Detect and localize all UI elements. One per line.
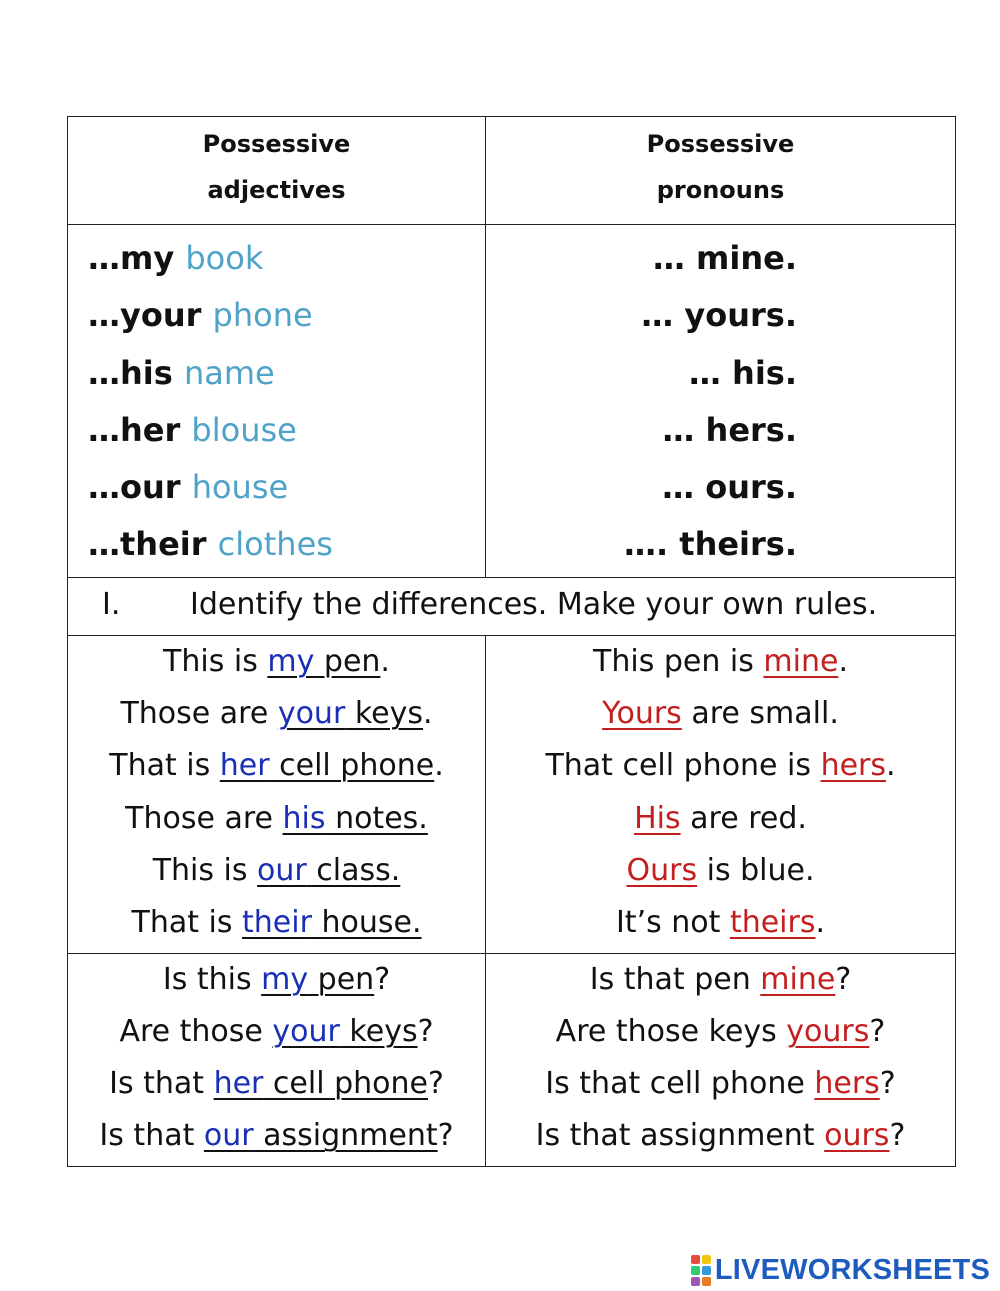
statements-row bbox=[68, 635, 956, 953]
statement-pronoun: His are red. bbox=[634, 800, 807, 836]
question-adjective: Is that her cell phone? bbox=[109, 1066, 444, 1102]
instruction-number: I. bbox=[102, 586, 121, 622]
pronoun-list bbox=[486, 225, 956, 578]
instruction-row bbox=[68, 577, 956, 635]
pronoun-item: … yours. bbox=[641, 296, 797, 335]
question-pronoun: Is that cell phone hers? bbox=[545, 1066, 896, 1102]
statement-pronoun: This pen is mine. bbox=[593, 643, 848, 679]
header-adjectives-line-2: adjectives bbox=[207, 176, 346, 204]
noun-word: house bbox=[191, 468, 289, 507]
statement-pronoun: That cell phone is hers. bbox=[545, 748, 896, 784]
question-adjective: Is that our assignment? bbox=[99, 1118, 454, 1154]
adjective-item bbox=[88, 462, 485, 519]
pronoun-item: … ours. bbox=[662, 468, 797, 507]
possessives-table bbox=[67, 116, 956, 1167]
header-pronouns-line-1: Possessive bbox=[646, 130, 795, 158]
logo-block bbox=[702, 1266, 711, 1275]
statement-pronoun: Yours are small. bbox=[602, 696, 839, 732]
statements-pronouns bbox=[486, 635, 956, 953]
logo-block bbox=[702, 1255, 711, 1264]
adjective-word: …her bbox=[88, 410, 181, 449]
statement-adjective: That is her cell phone. bbox=[109, 748, 444, 784]
adjective-word: …his bbox=[88, 353, 173, 392]
noun-word: clothes bbox=[217, 525, 333, 564]
adjective-item bbox=[88, 348, 485, 405]
statements-adjectives bbox=[68, 635, 486, 953]
noun-word: phone bbox=[212, 296, 313, 335]
pronoun-item: … mine. bbox=[652, 239, 797, 277]
noun-word: name bbox=[183, 353, 275, 392]
logo-block bbox=[691, 1255, 700, 1264]
question-pronoun: Are those keys yours? bbox=[555, 1013, 886, 1049]
statement-pronoun: Ours is blue. bbox=[626, 852, 815, 888]
pairs-row bbox=[68, 225, 956, 578]
statement-adjective: This is my pen. bbox=[163, 643, 390, 679]
liveworksheets-footer bbox=[691, 1254, 990, 1286]
instruction bbox=[68, 577, 956, 635]
questions-row bbox=[68, 953, 956, 1166]
logo-block bbox=[691, 1277, 700, 1286]
statement-adjective: Those are your keys. bbox=[120, 696, 433, 732]
noun-word: blouse bbox=[191, 410, 297, 449]
logo-block bbox=[691, 1266, 700, 1275]
pronoun-item: …. theirs. bbox=[623, 525, 797, 564]
statement-adjective: That is their house. bbox=[131, 905, 422, 941]
adjective-item bbox=[88, 233, 485, 290]
statement-pronoun: It’s not theirs. bbox=[615, 905, 826, 941]
questions-adjectives bbox=[68, 953, 486, 1166]
adjective-item bbox=[88, 519, 485, 576]
question-pronoun: Is that assignment ours? bbox=[535, 1118, 906, 1154]
brand-name: LIVEWORKSHEETS bbox=[714, 1253, 990, 1286]
pronoun-item: … his. bbox=[688, 353, 797, 392]
questions-pronouns bbox=[486, 953, 956, 1166]
question-adjective: Is this my pen? bbox=[162, 961, 391, 997]
adjective-word: …our bbox=[88, 468, 181, 507]
statement-adjective: This is our class. bbox=[152, 852, 401, 888]
statement-adjective: Those are his notes. bbox=[125, 800, 428, 836]
header-pronouns bbox=[486, 117, 956, 225]
adjective-item bbox=[88, 290, 485, 347]
adjective-list bbox=[68, 225, 486, 578]
adjective-word: …your bbox=[88, 296, 202, 335]
noun-word: book bbox=[185, 239, 264, 277]
header-adjectives bbox=[68, 117, 486, 225]
adjective-word: …my bbox=[88, 239, 175, 277]
liveworksheets-logo-icon bbox=[691, 1255, 711, 1286]
question-adjective: Are those your keys? bbox=[119, 1013, 434, 1049]
instruction-text: Identify the differences. Make your own rules. bbox=[190, 586, 878, 622]
pronoun-item: … hers. bbox=[662, 410, 797, 449]
logo-block bbox=[702, 1277, 711, 1286]
question-pronoun: Is that pen mine? bbox=[589, 961, 852, 997]
adjective-item bbox=[88, 405, 485, 462]
header-row bbox=[68, 117, 956, 225]
adjective-word: …their bbox=[88, 525, 207, 564]
header-pronouns-line-2: pronouns bbox=[656, 176, 785, 204]
header-adjectives-line-1: Possessive bbox=[202, 130, 351, 158]
